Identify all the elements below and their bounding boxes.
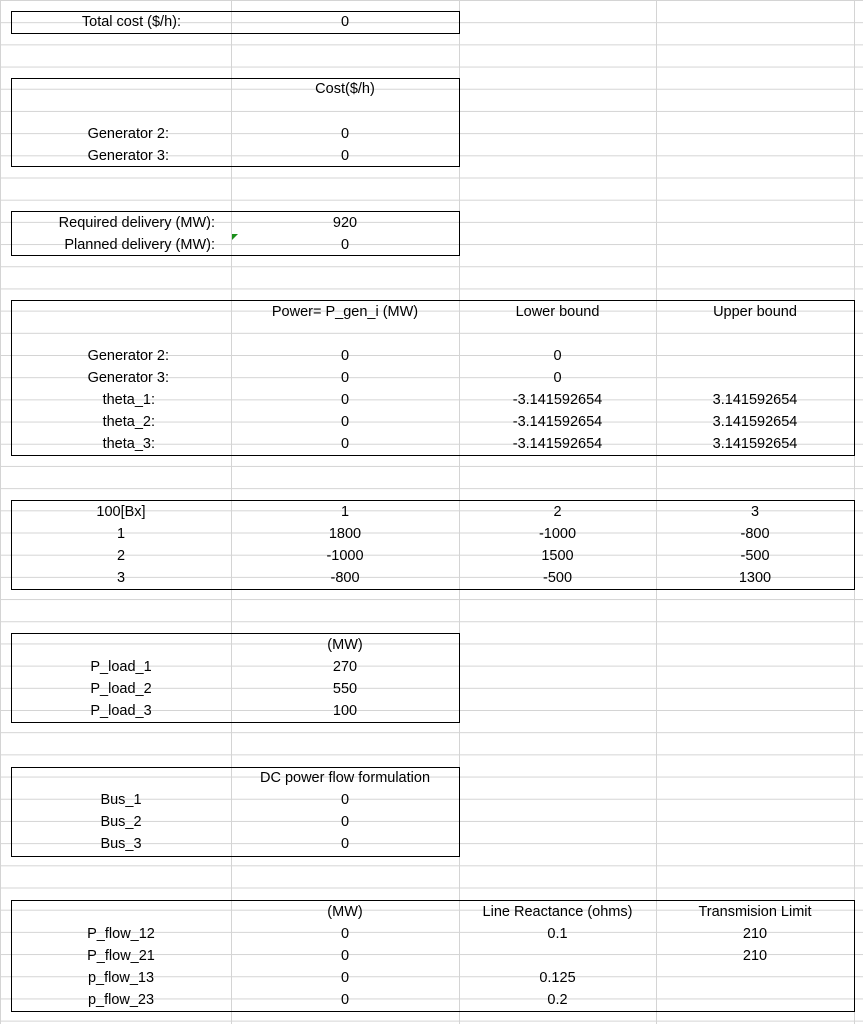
bx-col-header: 3 — [750, 504, 760, 520]
flow-mw-value[interactable]: 0 — [340, 970, 350, 986]
lower-bound-value[interactable]: -3.141592654 — [512, 436, 603, 452]
power-value[interactable]: 0 — [340, 392, 350, 408]
reactance-value[interactable] — [459, 945, 656, 967]
bus-value[interactable]: 0 — [340, 836, 350, 852]
variable-label: Generator 3: — [87, 370, 169, 386]
flow-mw-value[interactable]: 0 — [340, 992, 350, 1008]
flow-mw-value[interactable]: 0 — [340, 926, 350, 942]
power-value[interactable]: 0 — [340, 436, 350, 452]
bx-value[interactable]: 1300 — [738, 570, 772, 586]
total-cost-label: Total cost ($/h): — [81, 14, 181, 30]
variable-label: theta_3: — [102, 436, 155, 452]
gen-cost-value[interactable]: 0 — [340, 148, 350, 164]
load-label: P_load_2 — [90, 681, 152, 697]
flow-label: P_flow_12 — [87, 926, 155, 942]
bx-row-label: 3 — [116, 570, 126, 586]
upper-bound-value[interactable]: 3.141592654 — [712, 436, 798, 452]
bus-value[interactable]: 0 — [340, 792, 350, 808]
bx-value[interactable]: 1500 — [541, 548, 574, 564]
reactance-value[interactable]: 0.125 — [539, 970, 576, 986]
bx-value[interactable]: -800 — [330, 570, 360, 586]
power-value[interactable]: 0 — [340, 370, 350, 386]
lower-bound-value[interactable]: 0 — [553, 348, 562, 364]
flow-label: p_flow_23 — [87, 992, 155, 1008]
load-label: P_load_1 — [90, 659, 152, 675]
power-header: Power= P_gen_i (MW) — [271, 304, 419, 320]
bx-col-header: 1 — [340, 504, 350, 520]
lower-bound-value[interactable]: 0 — [553, 370, 562, 386]
bx-row-label: 1 — [116, 526, 126, 542]
load-value[interactable]: 550 — [332, 681, 358, 697]
bx-value[interactable]: -1000 — [326, 548, 364, 564]
gen-cost-value[interactable]: 0 — [340, 126, 350, 142]
variable-label: theta_1: — [102, 392, 155, 408]
reactance-header: Line Reactance (ohms) — [482, 904, 633, 920]
upper-bound-value[interactable] — [656, 367, 854, 389]
upper-bound-value[interactable] — [656, 345, 854, 367]
upper-bound-value[interactable]: 3.141592654 — [712, 392, 798, 408]
limit-value[interactable] — [656, 967, 854, 989]
dc-flow-header: DC power flow formulation — [259, 770, 431, 786]
upper-bound-value[interactable]: 3.141592654 — [712, 414, 798, 430]
flow-label: p_flow_13 — [87, 970, 155, 986]
gen-cost-label: Generator 3: — [87, 148, 169, 164]
variable-label: theta_2: — [102, 414, 155, 430]
lower-bound-value[interactable]: -3.141592654 — [512, 392, 603, 408]
bx-col-header: 2 — [553, 504, 562, 520]
lower-bound-value[interactable]: -3.141592654 — [512, 414, 603, 430]
power-value[interactable]: 0 — [340, 414, 350, 430]
bx-value[interactable]: -500 — [740, 548, 770, 564]
bus-label: Bus_2 — [100, 814, 142, 830]
bx-value[interactable]: -500 — [542, 570, 573, 586]
flow-mw-value[interactable]: 0 — [340, 948, 350, 964]
limit-value[interactable]: 210 — [742, 948, 768, 964]
variable-label: Generator 2: — [87, 348, 169, 364]
bx-value[interactable]: -1000 — [538, 526, 577, 542]
flow-label: P_flow_21 — [87, 948, 155, 964]
loads-header: (MW) — [327, 637, 363, 653]
total-cost-value[interactable]: 0 — [340, 14, 350, 30]
limit-value[interactable]: 210 — [742, 926, 768, 942]
upper-bound-header: Upper bound — [713, 304, 797, 320]
bus-label: Bus_3 — [100, 836, 142, 852]
bx-corner-label: 100[Bx] — [96, 504, 146, 520]
lower-bound-header: Lower bound — [515, 304, 600, 320]
required-delivery-label: Required delivery (MW): — [58, 215, 215, 231]
generator-cost-header: Cost($/h) — [315, 81, 375, 97]
bx-row-label: 2 — [116, 548, 126, 564]
reactance-value[interactable]: 0.2 — [547, 992, 568, 1008]
gen-cost-label: Generator 2: — [87, 126, 169, 142]
required-delivery-value[interactable]: 920 — [332, 215, 358, 231]
transmission-limit-header: Transmision Limit — [698, 904, 812, 920]
limit-value[interactable] — [656, 989, 854, 1011]
load-label: P_load_3 — [90, 703, 152, 719]
bus-value[interactable]: 0 — [340, 814, 350, 830]
bx-value[interactable]: 1800 — [328, 526, 362, 542]
load-value[interactable]: 100 — [332, 703, 358, 719]
flow-mw-header: (MW) — [327, 904, 363, 920]
bx-value[interactable]: -800 — [740, 526, 770, 542]
bus-label: Bus_1 — [100, 792, 142, 808]
load-value[interactable]: 270 — [332, 659, 358, 675]
power-value[interactable]: 0 — [340, 348, 350, 364]
planned-delivery-label: Planned delivery (MW): — [64, 237, 215, 253]
comment-marker-icon[interactable] — [232, 234, 238, 240]
reactance-value[interactable]: 0.1 — [547, 926, 568, 942]
planned-delivery-value[interactable]: 0 — [340, 237, 350, 253]
